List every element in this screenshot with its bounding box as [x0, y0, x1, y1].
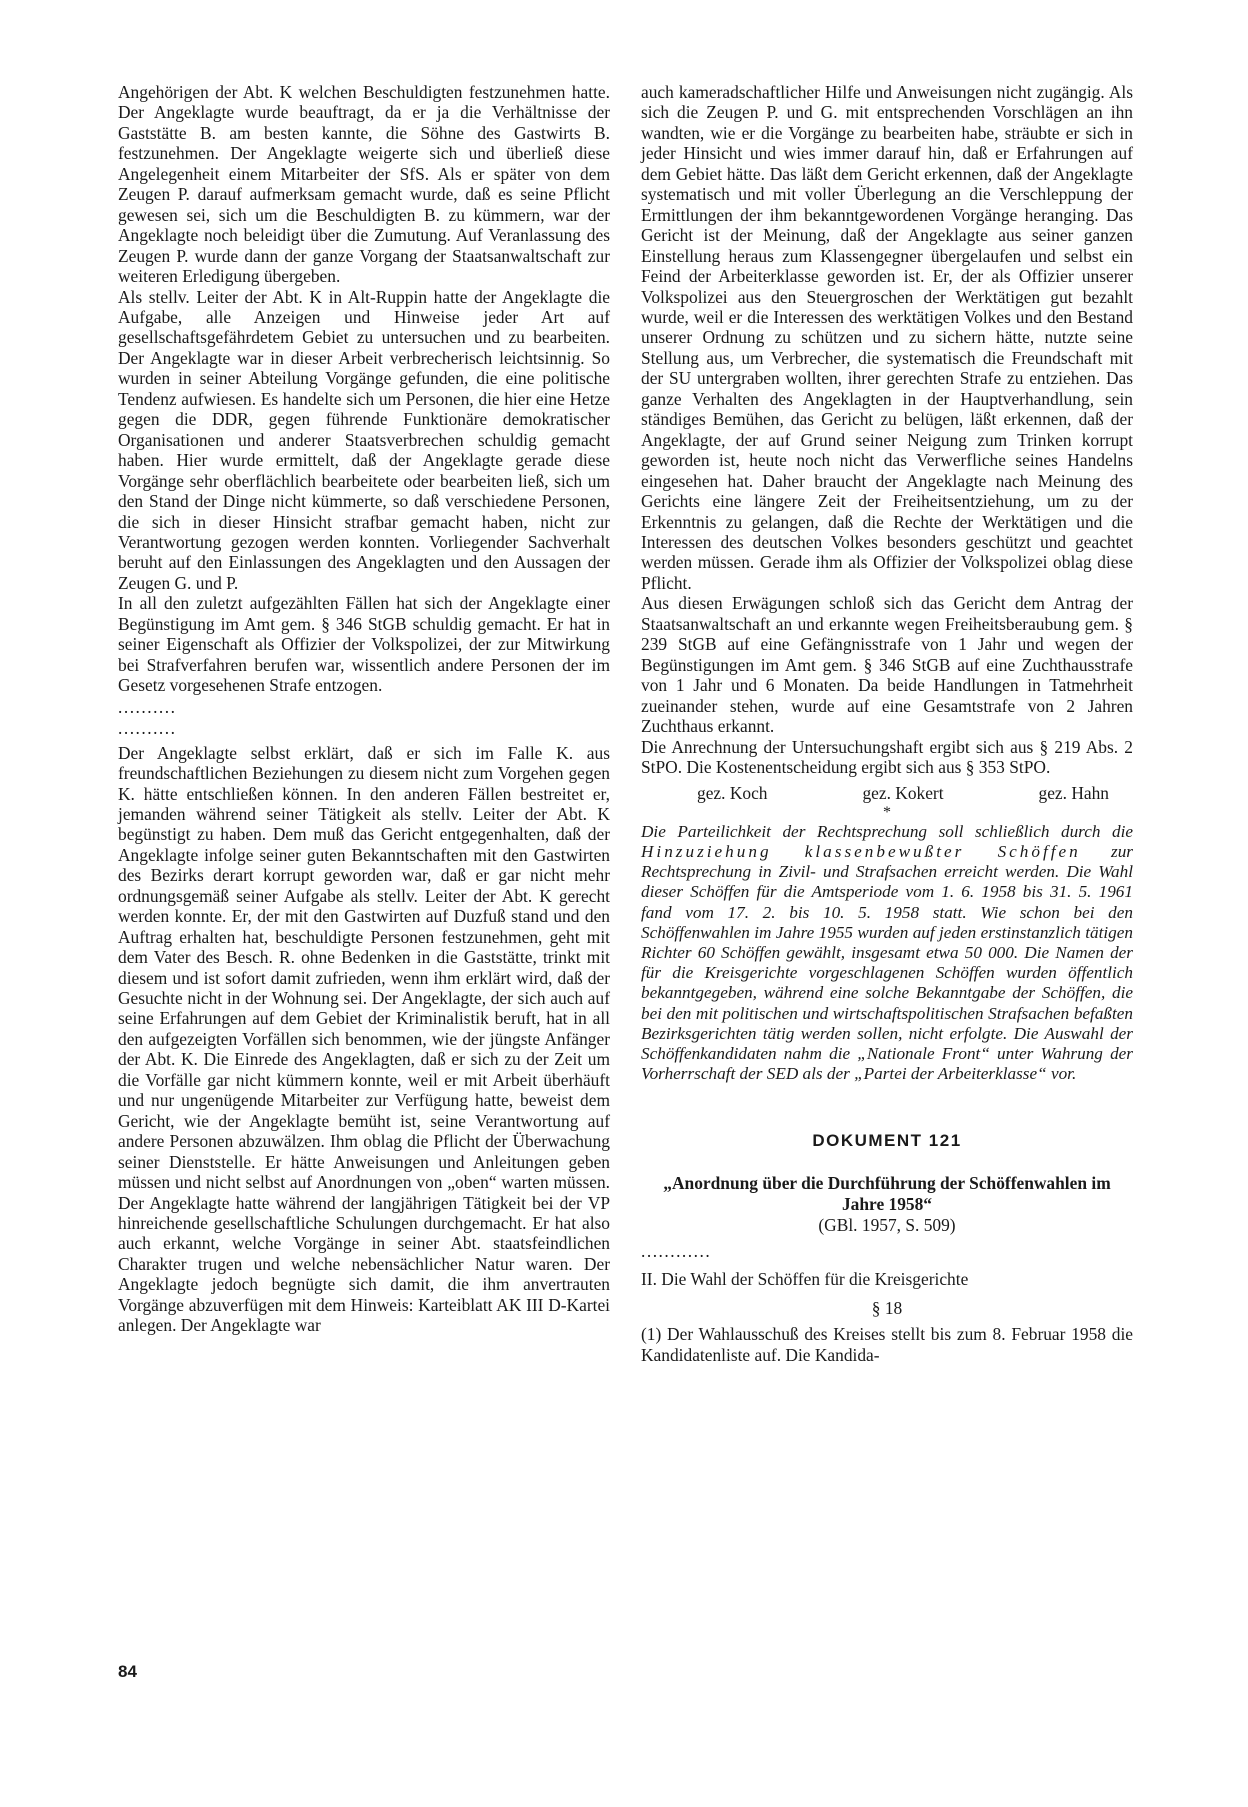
paragraph: (1) Der Wahlausschuß des Kreises stellt bis zum 8. Februar 1958 die Kandidatenliste auf. Die Kandida-: [641, 1324, 1133, 1365]
paragraph-sign: § 18: [871, 1297, 903, 1318]
commentary-text: Die Parteilichkeit der Rechtsprechung soll schließlich durch die: [641, 821, 1133, 841]
document-title: DOKUMENT 121: [812, 1130, 962, 1150]
paragraph: auch kameradschaftlicher Hilfe und Anweisungen nicht zugängig. Als sich die Zeugen P. und G. mit entsprechenden Vorschlägen an ihn wandten, wie er die Vorgänge zu bearbeiten habe, sträubte er sich in jeder Hinsicht und wies immer darauf hin, daß er Erfahrungen auf dem Gebiet hätte. Das läßt dem Gericht erkennen, daß der Angeklagte systematisch und mit voller Überlegung an die Verschleppung der Ermittlungen der ihm bekanntgewordenen Vorgänge heranging. Das Gericht ist der Meinung, daß der Angeklagte aus seiner ganzen Einstellung heraus zum Klassengegner übergelaufen und selbst ein Feind der Arbeiterklasse geworden ist. Er, der als Offizier unserer Volkspolizei aus den Steuergroschen der Werktätigen gut bezahlt wurde, weil er die Interessen des werktätigen Volkes und den Bestand unserer Ordnung zu schützen und zu sichern hätte, nutzte seine Stellung aus, um Verbrecher, die systematisch die Freundschaft mit der SU untergraben wollten, ihrer gerechten Strafe zu entziehen. Das ganze Verhalten des Angeklagten in der Hauptverhandlung, sein ständiges Bemühen, das Gericht zu belügen, läßt erkennen, daß der Angeklagte, der auf Grund seiner Neigung zum Trinken korrupt geworden ist, heute noch nicht das Verwerfliche seines Handelns eingesehen hat. Daher braucht der Angeklagte nach Meinung des Gerichts eine längere Zeit der Freiheitsentziehung, um zu der Erkenntnis zu gelangen, daß die Rechte der Werktätigen und die Interessen des deutschen Volkes besonders geschützt und geachtet werden müssen. Gerade ihm als Offizier der Volkspolizei oblag diese Pflicht.: [641, 82, 1133, 593]
ellipsis-line: ............: [641, 1241, 712, 1262]
paragraph: Die Anrechnung der Untersuchungshaft ergibt sich aus § 219 Abs. 2 StPO. Die Kostenentscheidung ergibt sich aus § 353 StPO.: [641, 736, 1133, 777]
paragraph: Als stellv. Leiter der Abt. K in Alt-Ruppin hatte der Angeklagte die Aufgabe, alle Anzeigen und Hinweise jeder Art auf gesellschaftsgefährdetem Gebiet zu untersuchen und zu bearbeiten. Der Angeklagte war in dieser Arbeit verbrecherisch leichtsinnig. So wurden in seiner Abteilung Vorgänge gefunden, die eine politische Tendenz aufwiesen. Es handelte sich um Personen, die hier eine Hetze gegen die DDR, gegen führende Funktionäre demokratischer Organisationen und anderer Staatsverbrechen schuldig gemacht haben. Hier wurde ermittelt, daß der Angeklagte gerade diese Vorgänge sehr oberflächlich bearbeitete oder bearbeiten ließ, sich um den Stand der Dinge nicht kümmerte, so daß verschiedene Personen, die sich in dieser Hinsicht strafbar gemacht haben, nicht zur Verantwortung gezogen werden konnten. Vorliegender Sachverhalt beruht auf den Einlassungen des Angeklagten und den Aussagen der Zeugen G. und P.: [118, 286, 610, 593]
paragraph: Aus diesen Erwägungen schloß sich das Gericht dem Antrag der Staatsanwaltschaft an und erkannte wegen Freiheitsberaubung gem. § 239 StGB auf eine Gefängnisstrafe von 1 Jahr und wegen der Begünstigungen im Amt gem. § 346 StGB auf eine Zuchthausstrafe von 1 Jahr und 6 Monaten. Da beide Handlungen in Tatmehrheit zueinander stehen, wurde auf eine Gesamtstrafe von 2 Jahren Zuchthaus erkannt.: [641, 593, 1133, 737]
paragraph: Der Angeklagte selbst erklärt, daß er sich im Falle K. aus freundschaftlichen Beziehungen zu diesem nicht zum Vorgehen gegen K. hätte entschließen können. In den anderen Fällen bestreitet er, jemanden während seiner Tätigkeit als stellv. Leiter der Abt. K begünstigt zu haben. Dem muß das Gericht entgegenhalten, daß der Angeklagte infolge seiner guten Bekanntschaften mit den Gastwirten des Bezirks derart korrupt geworden war, daß er gar nicht mehr ordnungsgemäß seiner Aufgabe als stellv. Leiter der Abt. K gerecht werden konnte. Er, der mit den Gastwirten auf Duzfuß stand und den Auftrag erhalten hat, beschuldigte Personen festzunehmen, geht mit dem Vater des Besch. R. ohne Bedenken in die Gaststätte, trinkt mit diesem und ist sofort damit zufrieden, wenn ihm erklärt wird, daß der Gesuchte nicht in der Wohnung sei. Der Angeklagte, der sich auch auf seine Erfahrungen auf dem Gebiet der Kriminalistik beruft, hat in all den aufgezeigten Vorfällen sich benommen, wie der jüngste Anfänger der Abt. K. Die Einrede des Angeklagten, daß er sich zu der Zeit um die Vorfälle gar nicht kümmern konnte, weil er mit Arbeit überhäuft und nur ungenügende Mitarbeiter zur Verfügung hatte, beweist dem Gericht, wie der Angeklagte bemüht ist, seine Verantwortung auf andere Personen abzuwälzen. Ihm oblag die Pflicht der Überwachung seiner Dienststelle. Er hätte Anweisungen und Anleitungen geben müssen und nicht selbst auf Anordnungen von „oben“ warten müssen. Der Angeklagte hatte während der langjährigen Tätigkeit bei der VP hinreichende gesellschaftliche Schulungen durchgemacht. Er hat also auch erkannt, welche Vorgänge in seiner Abt. staatsfeindlichen Charakter trugen und welche nebensächlicher Natur waren. Der Angeklagte jedoch begnügte sich damit, die ihm anvertrauten Vorgänge abzuverfügen mit dem Hinweis: Karteiblatt AK III D-Kartei anlegen. Der Angeklagte war: [118, 742, 610, 1336]
decree-title: „Anordnung über die Durchführung der Schöffenwahlen im Jahre 1958“: [663, 1172, 1111, 1214]
editorial-commentary: [641, 822, 1133, 1085]
omission-marker: [118, 697, 610, 743]
signature-kokert: gez. Kokert: [862, 783, 944, 804]
separator-star: *: [883, 803, 891, 821]
decree-source: (GBl. 1957, S. 509): [818, 1214, 956, 1235]
paragraph: In all den zuletzt aufgezählten Fällen hat sich der Angeklagte einer Begünstigung im Amt gem. § 346 StGB schuldig gemacht. Er hat in seiner Eigenschaft als Offizier der Volkspolizei, der zur Mitwirkung bei Strafverfahren berufen war, wissentlich andere Personen der im Gesetz vorgesehenen Strafe entzogen.: [118, 593, 610, 696]
signature-hahn: gez. Hahn: [1038, 783, 1109, 804]
page-number: 84: [118, 1662, 137, 1681]
signature-koch: gez. Koch: [697, 783, 768, 804]
left-column: [118, 82, 610, 1336]
ellipsis-line: ..........: [118, 717, 177, 738]
paragraph: Angehörigen der Abt. K welchen Beschuldigten festzunehmen hatte. Der Angeklagte wurde beauftragt, da er ja die Verhältnisse der Gaststätte B. am besten kannte, die Söhne des Gastwirts B. festzunehmen. Der Angeklagte weigerte sich und überließ diese Angelegenheit einem Mitarbeiter der SfS. Als er später von dem Zeugen P. darauf aufmerksam gemacht wurde, daß es seine Pflicht gewesen sei, sich um die Beschuldigten B. zu kümmern, war der Angeklagte noch beleidigt über die Zumutung. Auf Veranlassung des Zeugen P. wurde dann der ganze Vorgang der Staatsanwaltschaft zur weiteren Erledigung übergeben.: [118, 82, 610, 287]
ellipsis-line: ..........: [118, 696, 177, 717]
commentary-spaced-text: Hinzuziehung klassenbewußter Schöffen: [641, 842, 1081, 862]
section-heading: II. Die Wahl der Schöffen für die Kreisgerichte: [641, 1269, 969, 1290]
right-column: [641, 82, 1133, 1365]
commentary-text: zur Rechtsprechung in Zivil- und Strafsachen erreicht werden. Die Wahl dieser Schöffen für die Amtsperiode vom 1. 6. 1958 bis 31. 5. 1961 fand vom 17. 2. bis 10. 5. 1958 statt. Wie schon bei den Schöffenwahlen im Jahre 1955 wurden auf jeden erstinstanzlich tätigen Richter 60 Schöffen gewählt, insgesamt etwa 50 000. Die Namen der für die Kreisgerichte vorgeschlagenen Schöffen wurden öffentlich bekanntgegeben, während eine solche Bekanntgabe der Schöffen, die bei den mit politischen und wirtschaftspolitischen Strafsachen befaßten Bezirksgerichten tätig werden sollen, nicht erfolgte. Die Auswahl der Schöffenkandidaten nahm die „Nationale Front“ unter Wahrung der Vorherrschaft der SED als der „Partei der Arbeiterklasse“ vor.: [641, 842, 1133, 1084]
signatures: [641, 783, 1133, 803]
